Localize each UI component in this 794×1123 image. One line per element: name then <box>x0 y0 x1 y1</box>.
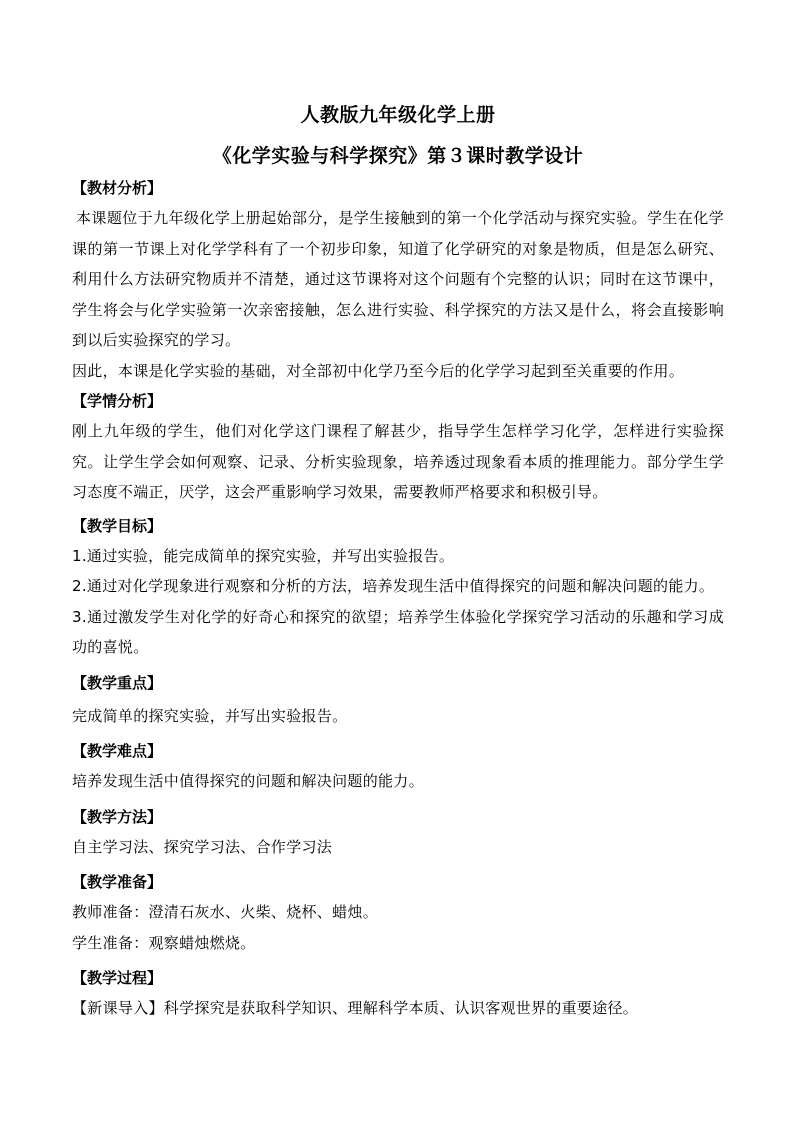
paragraph: 【新课导入】科学探究是获取科学知识、理解科学本质、认识客观世界的重要途径。 <box>72 999 639 1017</box>
section-teaching-goals <box>72 513 724 663</box>
document-subtitle: 《化学实验与科学探究》第３课时教学设计 <box>212 145 584 167</box>
list-item: 1.通过实验，能完成简单的探究实验，并写出实验报告。 <box>72 546 455 565</box>
paragraph: 培养发现生活中值得探究的问题和解决问题的能力。 <box>72 772 424 790</box>
document-page <box>72 102 724 1024</box>
paragraph: 教师准备：澄清石灰水、火柴、烧杯、蜡烛。 <box>72 903 379 921</box>
section-key-points <box>72 670 724 732</box>
section-difficulties <box>72 738 724 797</box>
section-textbook-analysis <box>72 175 724 386</box>
paragraph: 自主学习法、探究学习法、合作学习法 <box>72 837 333 856</box>
section-student-analysis <box>72 388 724 508</box>
section-heading: 【教学目标】 <box>72 516 163 535</box>
section-heading: 【教学重点】 <box>72 673 163 692</box>
section-heading: 【教学方法】 <box>72 807 163 826</box>
section-preparation <box>72 869 724 958</box>
document-title: 人教版九年级化学上册 <box>300 104 496 126</box>
section-process <box>72 965 724 1024</box>
section-heading: 【教材分析】 <box>72 179 163 197</box>
section-heading: 【教学过程】 <box>72 969 163 987</box>
section-heading: 【学情分析】 <box>72 392 163 410</box>
list-item: 3.通过激发学生对化学的好奇心和探究的欲望；培养学生体验化学探究学习活动的乐趣和学习成功的喜悦。 <box>72 607 724 656</box>
section-methods <box>72 804 724 863</box>
list-item: 2.通过对化学现象进行观察和分析的方法，培养发现生活中值得探究的问题和解决问题的能力。 <box>72 577 715 595</box>
section-heading: 【教学准备】 <box>72 873 163 891</box>
section-heading: 【教学难点】 <box>72 742 163 760</box>
paragraph: 学生准备：观察蜡烛燃烧。 <box>72 933 256 952</box>
paragraph: 本课题位于九年级化学上册起始部分，是学生接触到的第一个化学活动与探究实验。学生在化学课的第一节课上对化学学科有了一个初步印象，知道了化学研究的对象是物质，但是怎么研究、利用什么方法研究物质并不清楚，通过这节课将对这个问题有个完整的认识；同时在这节课中，学生将会与化学实验第一次亲密接触，怎么进行实验、科学探究的方法又是什么，将会直接影响到以后实验探究的学习。 <box>72 209 724 349</box>
paragraph: 刚上九年级的学生，他们对化学这门课程了解甚少，指导学生怎样学习化学，怎样进行实验探究。让学生学会如何观察、记录、分析实验现象，培养透过现象看本质的推理能力。部分学生学习态度不端正，厌学，这会严重影响学习效果，需要教师严格要求和积极引导。 <box>72 422 724 501</box>
paragraph: 因此，本课是化学实验的基础，对全部初中化学乃至今后的化学学习起到至关重要的作用。 <box>72 361 685 380</box>
paragraph: 完成简单的探究实验，并写出实验报告。 <box>72 706 348 725</box>
